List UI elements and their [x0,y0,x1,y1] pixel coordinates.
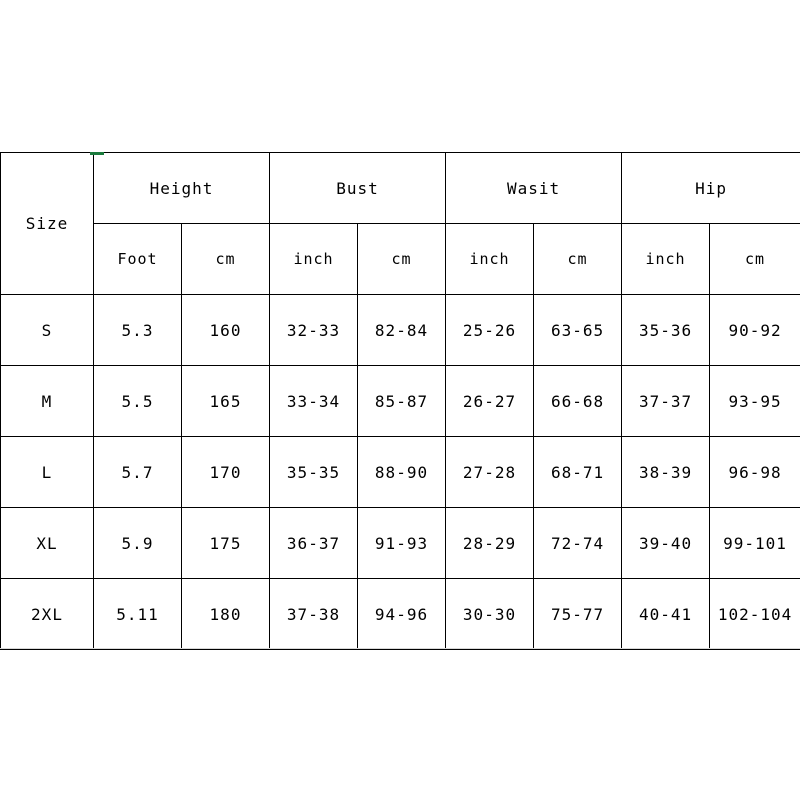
cell-waist-inch: 26-27 [446,366,534,437]
table-row [1,508,800,579]
cell-size: M [1,366,94,437]
header-group-bust: Bust [270,153,446,224]
cell-bust-cm: 94-96 [358,579,446,650]
cell-size: XL [1,508,94,579]
cell-waist-inch: 28-29 [446,508,534,579]
size-chart-table [0,152,800,650]
table-body [1,295,800,650]
cell-height-cm: 175 [182,508,270,579]
cell-size: 2XL [1,579,94,650]
cell-hip-cm: 90-92 [710,295,800,366]
cell-waist-cm: 75-77 [534,579,622,650]
size-chart-container [0,152,800,650]
cell-size: L [1,437,94,508]
header-size: Size [1,153,94,295]
cell-waist-cm: 66-68 [534,366,622,437]
table-row [1,295,800,366]
cell-bust-cm: 91-93 [358,508,446,579]
header-unit-height-cm: cm [182,224,270,295]
cell-height-cm: 170 [182,437,270,508]
cell-bust-cm: 85-87 [358,366,446,437]
cell-height-foot: 5.3 [94,295,182,366]
accent-mark-icon [90,152,104,155]
header-unit-row [1,224,800,295]
header-unit-hip-inch: inch [622,224,710,295]
header-group-hip: Hip [622,153,800,224]
header-unit-hip-cm: cm [710,224,800,295]
cell-bust-inch: 32-33 [270,295,358,366]
header-unit-bust-cm: cm [358,224,446,295]
cell-hip-inch: 39-40 [622,508,710,579]
cell-height-cm: 165 [182,366,270,437]
cell-height-foot: 5.7 [94,437,182,508]
cell-hip-inch: 35-36 [622,295,710,366]
cell-waist-cm: 68-71 [534,437,622,508]
header-unit-bust-inch: inch [270,224,358,295]
cell-waist-cm: 72-74 [534,508,622,579]
cell-height-foot: 5.11 [94,579,182,650]
header-unit-waist-cm: cm [534,224,622,295]
cell-hip-cm: 96-98 [710,437,800,508]
header-unit-waist-inch: inch [446,224,534,295]
cell-waist-cm: 63-65 [534,295,622,366]
cell-waist-inch: 27-28 [446,437,534,508]
header-group-height: Height [94,153,270,224]
table-header [1,153,800,295]
cell-bust-inch: 33-34 [270,366,358,437]
header-unit-height-foot: Foot [94,224,182,295]
cell-hip-inch: 38-39 [622,437,710,508]
cell-bust-inch: 36-37 [270,508,358,579]
header-group-row [1,153,800,224]
table-row [1,366,800,437]
divider [0,648,800,649]
cell-waist-inch: 30-30 [446,579,534,650]
cell-height-foot: 5.9 [94,508,182,579]
cell-bust-inch: 35-35 [270,437,358,508]
cell-bust-inch: 37-38 [270,579,358,650]
cell-hip-inch: 37-37 [622,366,710,437]
cell-bust-cm: 88-90 [358,437,446,508]
cell-hip-cm: 99-101 [710,508,800,579]
cell-hip-inch: 40-41 [622,579,710,650]
cell-height-cm: 160 [182,295,270,366]
table-row [1,579,800,650]
cell-size: S [1,295,94,366]
cell-height-foot: 5.5 [94,366,182,437]
table-row [1,437,800,508]
cell-hip-cm: 102-104 [710,579,800,650]
cell-height-cm: 180 [182,579,270,650]
header-group-waist: Wasit [446,153,622,224]
cell-waist-inch: 25-26 [446,295,534,366]
cell-hip-cm: 93-95 [710,366,800,437]
cell-bust-cm: 82-84 [358,295,446,366]
